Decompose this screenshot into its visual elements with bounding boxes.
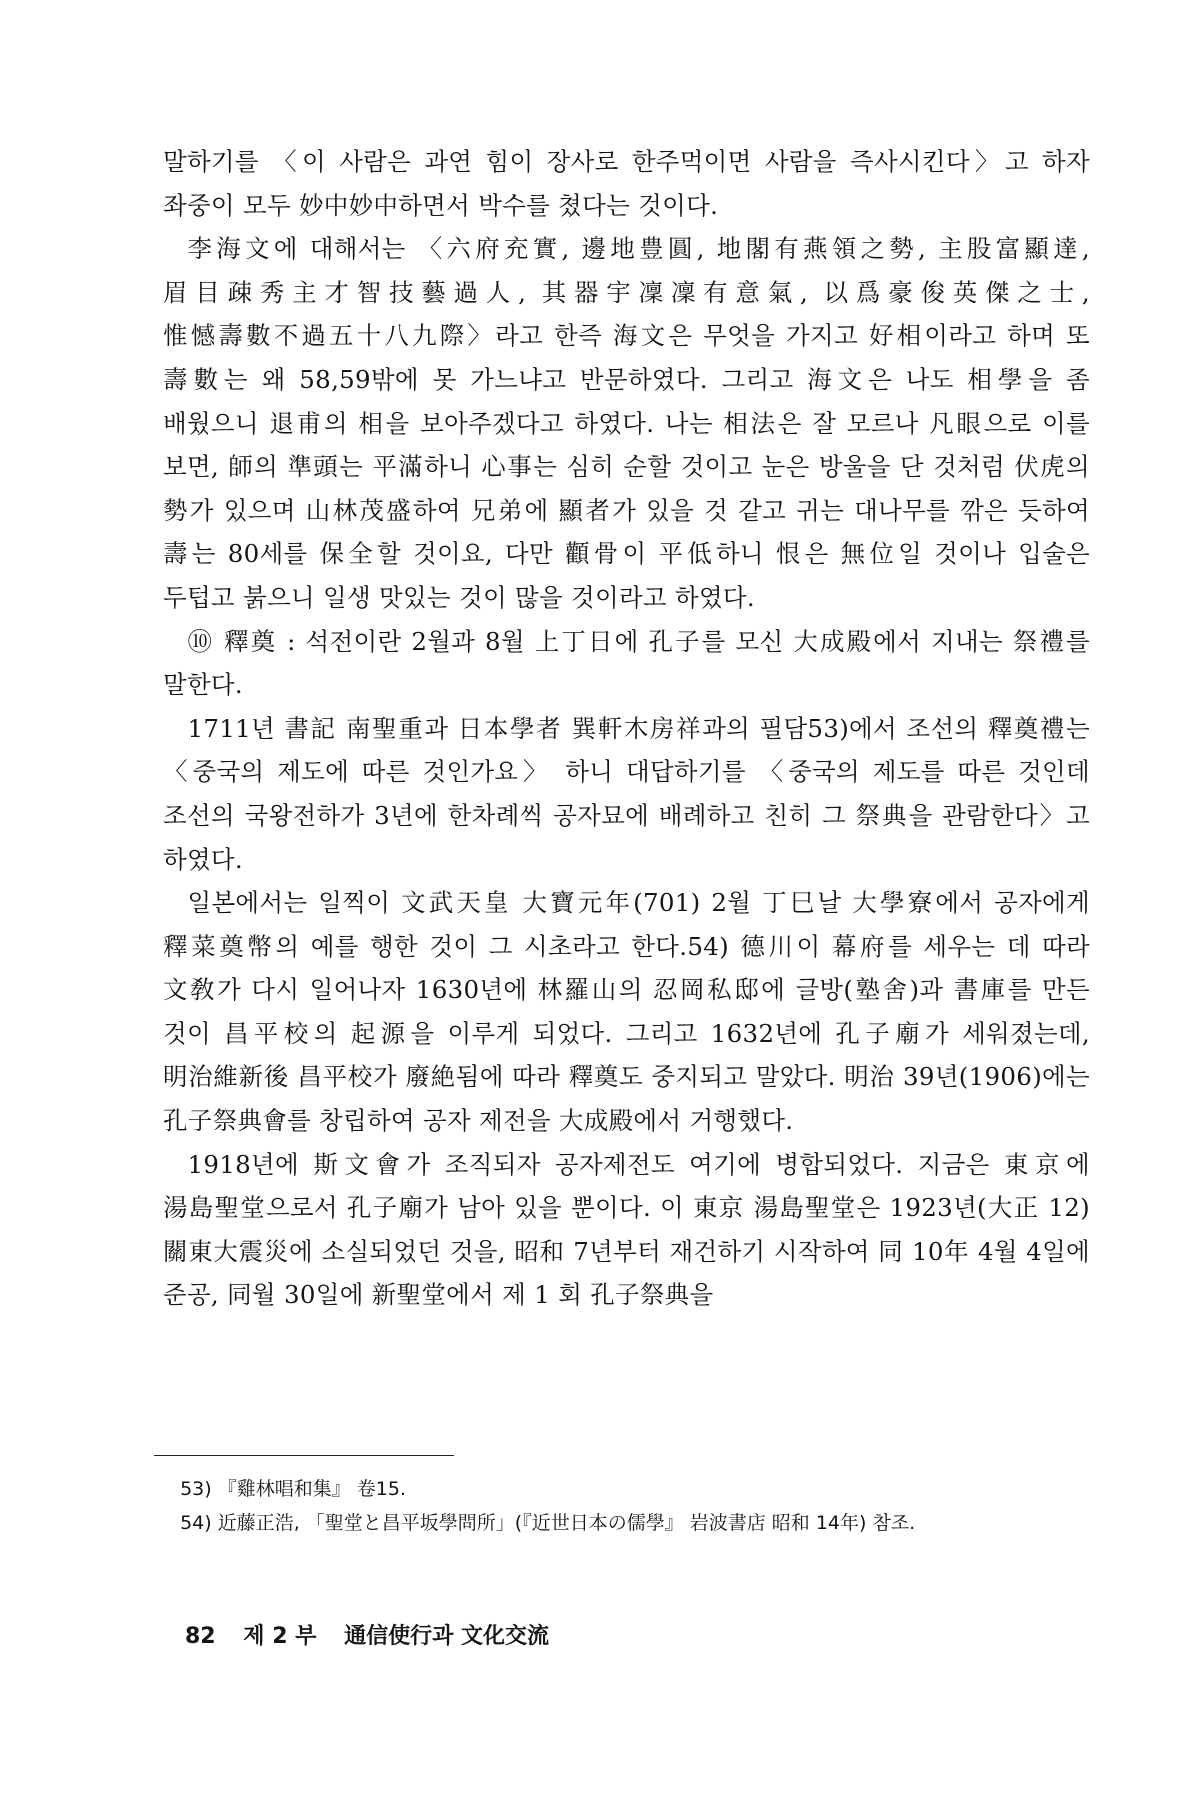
paragraph-4: 1711년 書記 南聖重과 日本學者 巽軒木房祥과의 필담53)에서 조선의 釋奠禮는 〈중국의 제도에 따른 것인가요〉 하니 대답하기를 〈중국의 제도를 따른 것인데 조선의 국왕전하가 3년에 한차례씩 공자묘에 배례하고 친히 그 祭典을 관람한다〉고 하였다. xyxy=(163,713,1090,874)
paragraph-3: ⑩ 釋奠 : 석전이란 2월과 8월 上丁日에 孔子를 모신 大成殿에서 지내는 祭禮를 말한다. xyxy=(163,626,1090,700)
page-number: 82 xyxy=(185,1624,216,1649)
paragraph-1: 말하기를 〈이 사람은 과연 힘이 장사로 한주먹이면 사람을 즉사시킨다〉고 하자 좌중이 모두 妙中妙中하면서 박수를 쳤다는 것이다. xyxy=(163,147,1090,220)
paragraph-6: 1918년에 斯文會가 조직되자 공자제전도 여기에 병합되었다. 지금은 東京에 湯島聖堂으로서 孔子廟가 남아 있을 뿐이다. 이 東京 湯島聖堂은 1923년(大正 12) 關東大震災에 소실되었던 것을, 昭和 7년부터 재건하기 시작하여 同 10年 4월 4일에 준공, 同월 30일에 新聖堂에서 제 1 회 孔子祭典을 xyxy=(163,1149,1090,1310)
paragraph-2: 李海文에 대해서는 〈六府充實, 邊地豊圓, 地閣有燕領之勢, 主股富顯達, 眉目疎秀主才智技藝過人, 其器宇凜凜有意氣, 以爲豪俊英傑之士, 惟憾壽數不過五十八九際〉라고 한즉 海文은 무엇을 가지고 好相이라고 하며 또 壽數는 왜 58,59밖에 못 가느냐고 반문하였다. 그리고 海文은 나도 相學을 좀 배웠으니 退甫의 相을 보아주겠다고 하였다. 나는 相法은 잘 모르나 凡眼으로 이를 보면, 師의 準頭는 平滿하니 心事는 심히 순할 것이고 눈은 방울을 단 것처럼 伏虎의 勢가 있으며 山林茂盛하여 兄弟에 顯者가 있을 것 같고 귀는 대나무를 깎은 듯하여 壽는 80세를 保全할 것이요, 다만 顴骨이 平低하니 恨은 無位일 것이나 입술은 두텁고 붉으니 일생 맛있는 것이 많을 것이라고 하였다. xyxy=(163,234,1090,612)
paragraph-5: 일본에서는 일찍이 文武天皇 大寶元年(701) 2월 丁巳날 大學寮에서 공자에게 釋菜奠幣의 예를 행한 것이 그 시초라고 한다.54) 德川이 幕府를 세우는 데 따라 文敎가 다시 일어나자 1630년에 林羅山의 忍岡私邸에 글방(塾舍)과 書庫를 만든 것이 昌平校의 起源을 이루게 되었다. 그리고 1632년에 孔子廟가 세워졌는데, 明治維新後 昌平校가 廢絶됨에 따라 釋奠도 중지되고 말았다. 明治 39년(1906)에는 孔子祭典會를 창립하여 공자 제전을 大成殿에서 거행했다. xyxy=(163,888,1090,1136)
section-title: 通信使行과 文化交流 xyxy=(344,1624,550,1649)
footnote-54: 54) 近藤正浩, 「聖堂と昌平坂學問所」(『近世日本の儒學』 岩波書店 昭和 14年) 참조. xyxy=(180,1512,916,1534)
running-footer xyxy=(185,1622,569,1652)
footnote-53: 53) 『雞林唱和集』 卷15. xyxy=(180,1478,406,1500)
part-label: 제 2 부 xyxy=(243,1624,317,1649)
footnote-divider xyxy=(154,1455,454,1456)
footnotes xyxy=(163,1472,1090,1540)
body-text xyxy=(163,140,1090,1317)
